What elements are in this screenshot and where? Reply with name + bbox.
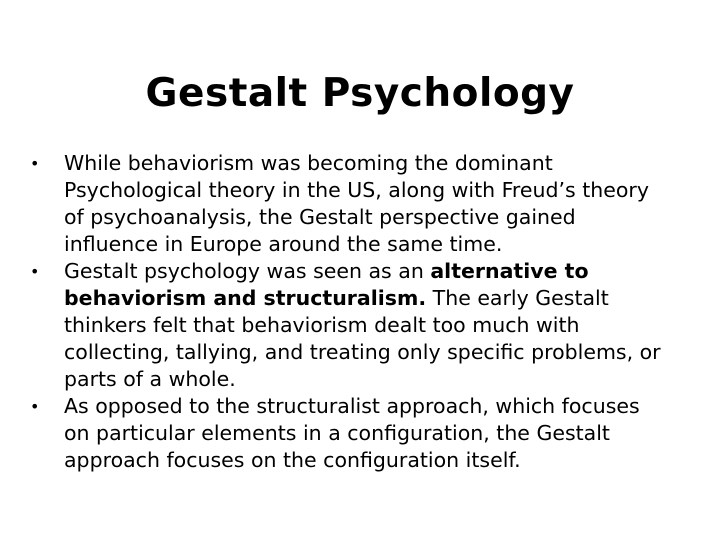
bullet-text-after: The early Gestalt thinkers felt that behaviorism dealt too much with collecting, tallying, and treating only specific problems, or parts of a whole.	[64, 286, 661, 391]
bullet-item	[30, 258, 670, 393]
bullet-dot-icon: •	[30, 262, 40, 281]
bullet-text: As opposed to the structuralist approach, which focuses on particular elements in a configuration, the Gestalt approach focuses on the configuration itself.	[64, 394, 640, 472]
bullet-text-before: Gestalt psychology was seen as an	[64, 259, 431, 283]
bullet-text: While behaviorism was becoming the dominant Psychological theory in the US, along with Freud’s theory of psychoanalysis, the Gestalt perspective gained influence in Europe around the same time.	[64, 151, 649, 256]
bullet-list	[30, 150, 670, 474]
bullet-dot-icon: •	[30, 397, 40, 416]
bullet-item	[30, 150, 670, 258]
slide-title: Gestalt Psychology	[145, 71, 575, 116]
bullet-bold-text: alternative to behaviorism and structuralism.	[64, 259, 589, 310]
bullet-dot-icon: •	[30, 154, 40, 173]
bullet-item	[30, 393, 670, 474]
